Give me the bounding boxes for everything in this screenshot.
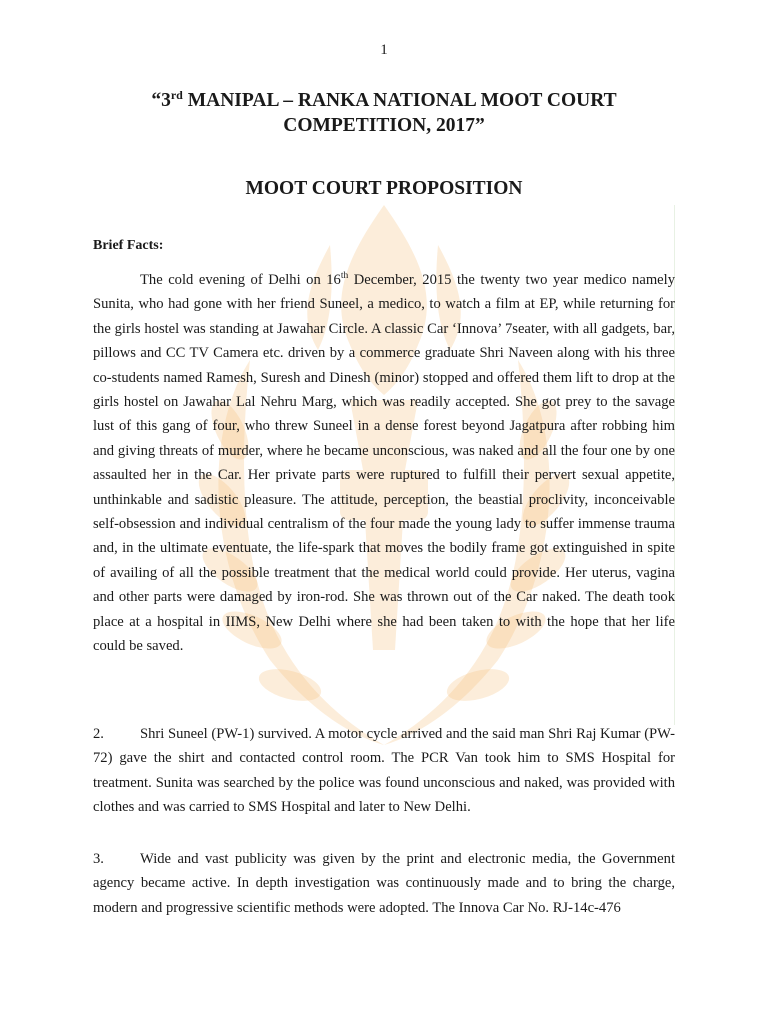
title-line-1-end: MANIPAL – RANKA NATIONAL MOOT COURT: [182, 90, 617, 111]
paragraph-2-number: 2.: [93, 726, 104, 742]
paragraph-2: [93, 722, 675, 820]
title-line-1: [0, 88, 768, 113]
paragraph-1-start: The cold evening of Delhi on 16: [140, 272, 341, 288]
paragraph-1-ordinal: th: [340, 271, 349, 281]
paragraph-3-body: Wide and vast publicity was given by the print and electronic media, the Government agency became active. In depth investigation was continuously made and to bring the charge, modern and progressive scientific methods were adopted. The Innova Car No. RJ-14c-476: [93, 851, 675, 916]
title-line-1-start: “3: [151, 90, 171, 111]
brief-facts-label: Brief Facts:: [93, 238, 164, 253]
paragraph-1-body: December, 2015 the twenty two year medico namely Sunita, who had gone with her friend Suneel, a medico, to watch a film at EP, while returning for the girls hostel was standing at Jawahar Circle. A classic Car ‘Innova’ 7seater, with all gadgets, bar, pillows and CC TV Camera etc. driven by a commerce graduate Shri Naveen along with his three co-students named Ramesh, Suresh and Dinesh (minor) stopped and offered them lift to drop at the girls hostel on Jawahar Lal Nehru Marg, which was readily accepted. She got prey to the savage lust of this gang of four, who threw Suneel in a dense forest beyond Jagatpura after robbing him and giving threats of murder, where he became unconscious, was naked and all the four one by one assaulted her in the Car. Her private parts were ruptured to fulfill their pervert sexual appetite, unthinkable and sadistic pleasure. The attitude, perception, the beastial proclivity, inconceivable self-obsession and individual centralism of the four made the young lady to suffer immense trauma and, in the ultimate eventuate, the life-spark that moves the bodily frame got extinguished in spite of availing of all the possible treatment that the medical world could provide. Her uterus, vagina and other parts were damaged by iron-rod. She was thrown out of the Car naked. The death took place at a hospital in IIMS, New Delhi where she had been taken to with the hope that her life could be saved.: [93, 272, 676, 655]
document-title: [0, 88, 768, 138]
paragraph-1: [93, 268, 675, 659]
paragraph-3-number: 3.: [93, 851, 104, 867]
title-line-2: COMPETITION, 2017”: [283, 115, 485, 136]
section-heading: MOOT COURT PROPOSITION: [245, 178, 523, 199]
page-number: 1: [380, 42, 388, 58]
paragraph-3: [93, 847, 675, 920]
title-ordinal-suffix: rd: [170, 88, 183, 102]
paragraph-2-body: Shri Suneel (PW-1) survived. A motor cycle arrived and the said man Shri Raj Kumar (PW-72) gave the shirt and contacted control room. The PCR Van took him to SMS Hospital for treatment. Sunita was searched by the police was found unconscious and naked, was provided with clothes and was carried to SMS Hospital and later to New Delhi.: [93, 726, 675, 816]
